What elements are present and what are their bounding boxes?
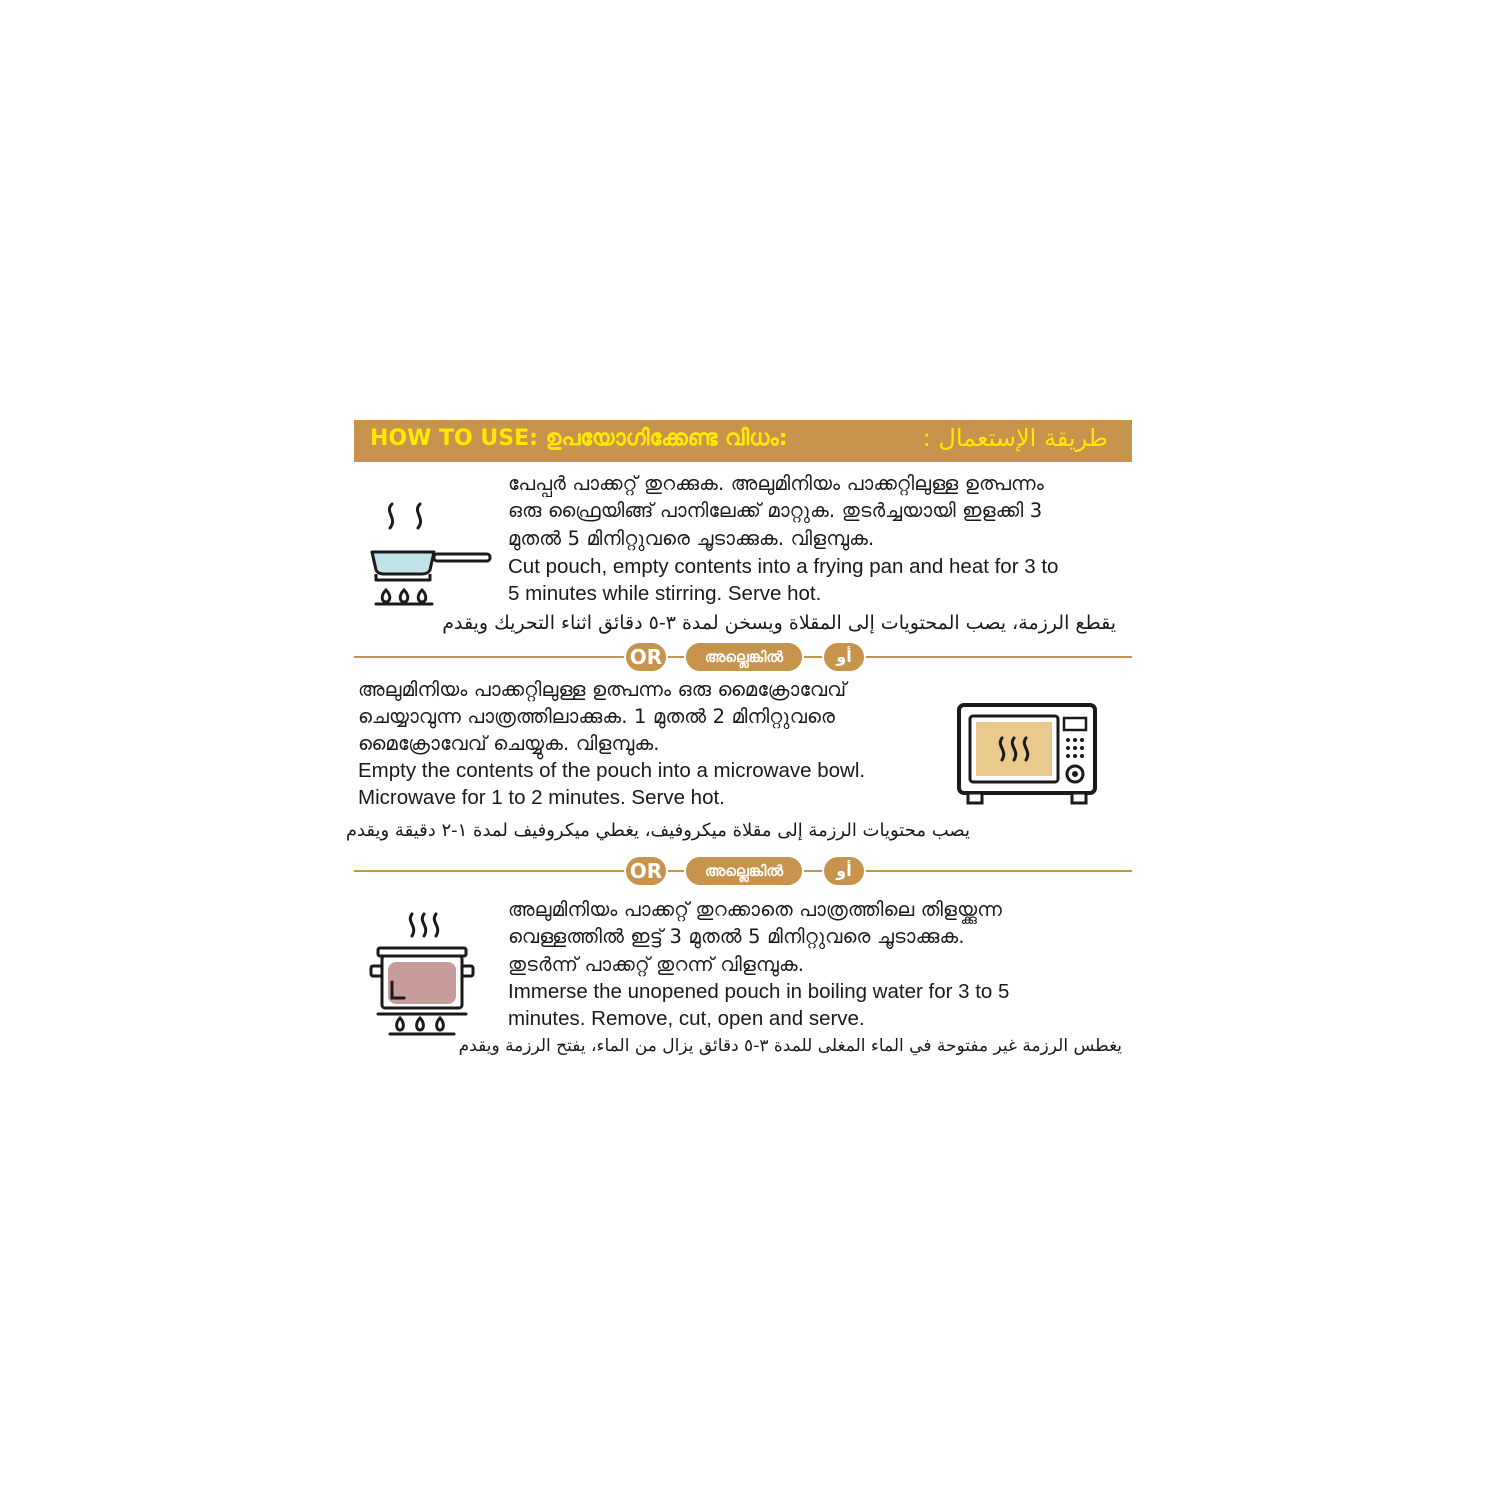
section2-english-line-1: Empty the contents of the pouch into a microwave bowl. (358, 759, 866, 782)
section2-malayalam-line-1: അലുമിനിയം പാക്കറ്റിലുള്ള ഉത്പന്നം ഒരു മൈക്രോവേവ് (358, 678, 847, 701)
or-badge-malayalam-1: അല്ലെങ്കിൽ (684, 641, 804, 673)
section2-english-line-2: Microwave for 1 to 2 minutes. Serve hot. (358, 786, 725, 809)
section1-malayalam-line-3: മുതൽ 5 മിനിറ്റുവരെ ചൂടാക്കുക. വിളമ്പുക. (508, 527, 875, 550)
boiling-pot-icon (368, 910, 480, 1038)
section3-malayalam-line-3: തുടർന്ന് പാക്കറ്റ് തുറന്ന് വിളമ്പുക. (508, 953, 805, 976)
section2-malayalam-line-3: മൈക്രോവേവ് ചെയ്യുക. വിളമ്പുക. (358, 732, 660, 755)
section3-arabic-text: يغطس الرزمة غير مفتوحة في الماء المغلى للمدة ٣-٥ دقائق يزال من الماء، يفتح الرزمة ويقدم (458, 1036, 1122, 1056)
section1-english-line-1: Cut pouch, empty contents into a frying pan and heat for 3 to (508, 555, 1059, 578)
or-badge-arabic-1: أو (822, 641, 866, 673)
frying-pan-icon (364, 496, 496, 608)
section1-arabic-text: يقطع الرزمة، يصب المحتويات إلى المقلاة ويسخن لمدة ٣-٥ دقائق اثناء التحريك ويقدم (442, 612, 1116, 634)
or-badge-arabic-2: أو (822, 855, 866, 887)
microwave-icon (956, 702, 1100, 806)
or-badge-english-1: OR (624, 641, 668, 673)
or-badge-malayalam-2: അല്ലെങ്കിൽ (684, 855, 804, 887)
section2-arabic-text: يصب محتويات الرزمة إلى مقلاة ميكروفيف، يغطي ميكروفيف لمدة ١-٢ دقيقة ويقدم (345, 820, 970, 841)
section1-malayalam-line-2: ഒരു ഫ്രൈയിങ്ങ് പാനിലേക്ക് മാറ്റുക. തുടർച്ചയായി ഇളക്കി 3 (508, 499, 1043, 522)
section1-malayalam-line-1: പേപ്പർ പാക്കറ്റ് തുറക്കുക. അലുമിനിയം പാക്കറ്റിലുള്ള ഉത്പന്നം (508, 472, 1044, 495)
or-badge-english-2: OR (624, 855, 668, 887)
section3-malayalam-line-2: വെള്ളത്തിൽ ഇട്ട് 3 മുതൽ 5 മിനിറ്റുവരെ ചൂടാക്കുക. (508, 925, 965, 948)
section3-english-line-1: Immerse the unopened pouch in boiling water for 3 to 5 (508, 980, 1010, 1003)
header-title-english: HOW TO USE: ഉപയോഗിക്കേണ്ട വിധം: (370, 426, 788, 451)
section3-malayalam-line-1: അലുമിനിയം പാക്കറ്റ് തുറക്കാതെ പാത്രത്തിലെ തിളയ്ക്കുന്ന (508, 898, 1003, 921)
section2-malayalam-line-2: ചെയ്യാവുന്ന പാത്രത്തിലാക്കുക. 1 മുതൽ 2 മിനിറ്റുവരെ (358, 705, 836, 728)
section1-english-line-2: 5 minutes while stirring. Serve hot. (508, 582, 822, 605)
instructions-header (354, 420, 1132, 462)
section3-english-line-2: minutes. Remove, cut, open and serve. (508, 1007, 865, 1030)
header-title-arabic: طريقة الإستعمال : (922, 424, 1108, 452)
